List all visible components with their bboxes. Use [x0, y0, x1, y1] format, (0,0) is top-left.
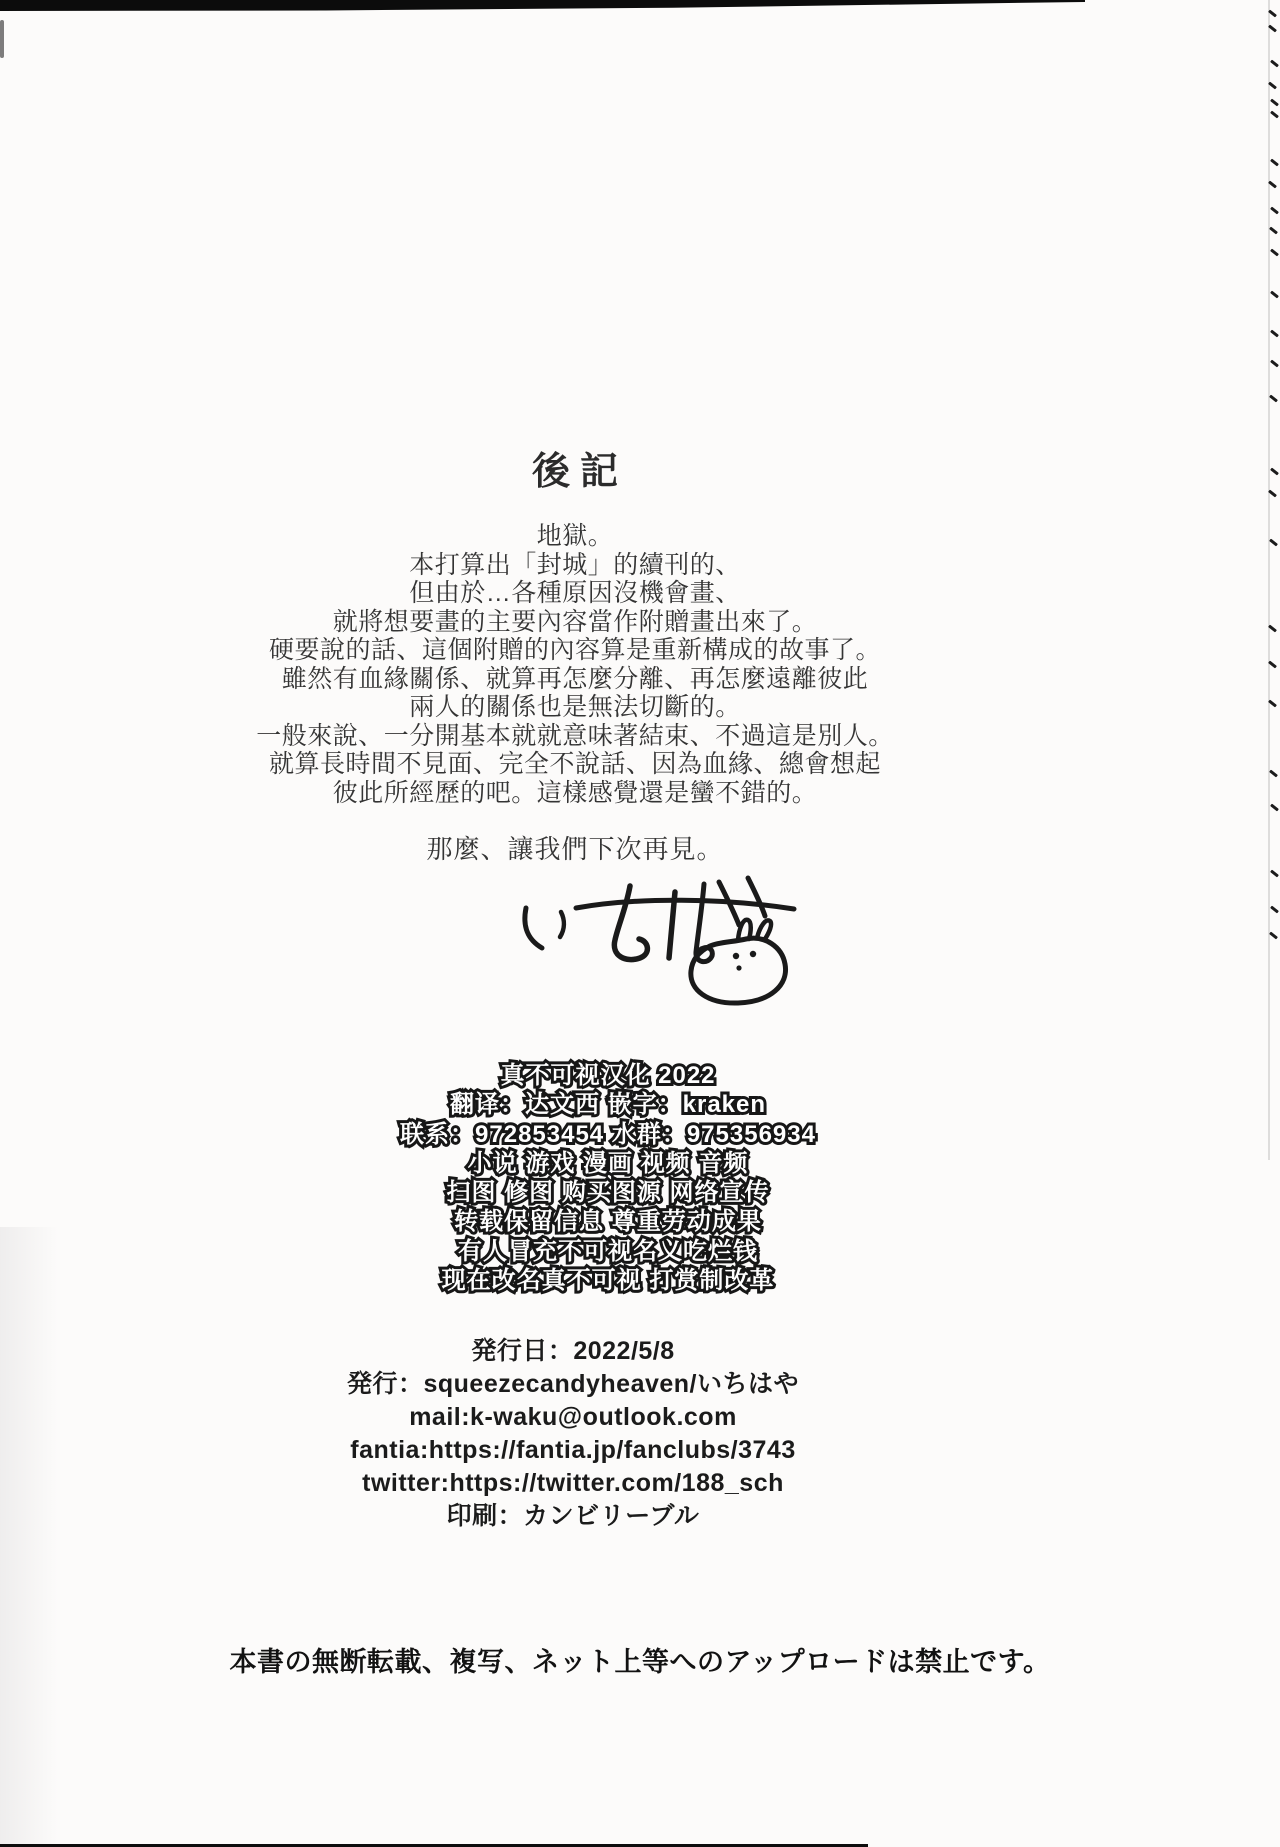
publication-line: fantia:https://fantia.jp/fanclubs/3743: [350, 1436, 796, 1464]
publication-line: 発行：squeezecandyheaven/いちはや: [346, 1370, 799, 1398]
afterword-line: 雖然有血緣關係、就算再怎麼分離、再怎麼遠離彼此: [281, 664, 869, 693]
scan-edge-right: [1268, 0, 1270, 1160]
afterword-line: 本打算出「封城」的續刊的、: [409, 550, 741, 579]
scan-shade-left: [0, 1227, 58, 1847]
signature-stroke-ya2: [748, 878, 765, 916]
publication-info: [0, 1335, 1146, 1533]
credits-line: 转载保留信息 尊重劳动成果: [454, 1208, 762, 1236]
afterword-line: 地獄。: [536, 522, 614, 550]
signature-stroke-i2: [560, 912, 564, 937]
afterword-line: 彼此所經歷的吧。這樣感覺還是蠻不錯的。: [332, 778, 818, 807]
publication-line: 発行日：2022/5/8: [471, 1337, 675, 1365]
afterword-line: 兩人的關係也是無法切斷的。: [409, 693, 741, 721]
publication-line: 印刷：カンビリーブル: [446, 1502, 700, 1530]
afterword-line: 但由於…各種原因沒機會畫、: [409, 579, 741, 607]
publication-line: mail:k-waku@outlook.com: [409, 1403, 737, 1431]
publication-line: twitter:https://twitter.com/188_sch: [362, 1469, 784, 1497]
afterword-line: 一般來說、一分開基本就就意味著結束、不過這是別人。: [256, 721, 894, 750]
credits-line: 扫图 修图 购买图源 网络宣传: [446, 1179, 770, 1207]
afterword-line: 就算長時間不見面、完全不說話、因為血緣、總會想起: [268, 750, 881, 778]
credits-line: 现在改名真不可视 打赏制改革: [441, 1267, 775, 1295]
signature-stroke-i1: [525, 908, 542, 948]
page-title: 後記: [531, 451, 628, 493]
credits-line: 小说 游戏 漫画 视频 音频: [467, 1149, 749, 1177]
afterword-line: 就將想要畫的主要內容當作附贈畫出來了。: [332, 607, 818, 636]
credits-line: 联系：972853454 水群：975356934: [400, 1120, 816, 1148]
translation-credits: [0, 1061, 1216, 1295]
afterword-closing-line: 那麼、讓我們下次再見。: [426, 834, 724, 864]
copyright-notice: 本書の無断転載、複写、ネット上等へのアップロードは禁止です。: [229, 1647, 1051, 1677]
scan-edge-top: [0, 0, 1085, 11]
afterword-line: 硬要說的話、這個附贈的內容算是重新構成的故事了。: [268, 636, 881, 664]
afterword-body: [0, 522, 1150, 807]
signature-stroke-chi: [614, 886, 647, 960]
credits-line: 真不可视汉化 2022: [500, 1062, 716, 1089]
credits-line: 翻译：达文西 嵌字：kraken: [449, 1091, 767, 1119]
credits-line: 有人冒充不可视名义吃烂钱: [458, 1237, 758, 1265]
scan-edge-left: [0, 20, 4, 58]
ichihaya-signature: [498, 868, 818, 1018]
